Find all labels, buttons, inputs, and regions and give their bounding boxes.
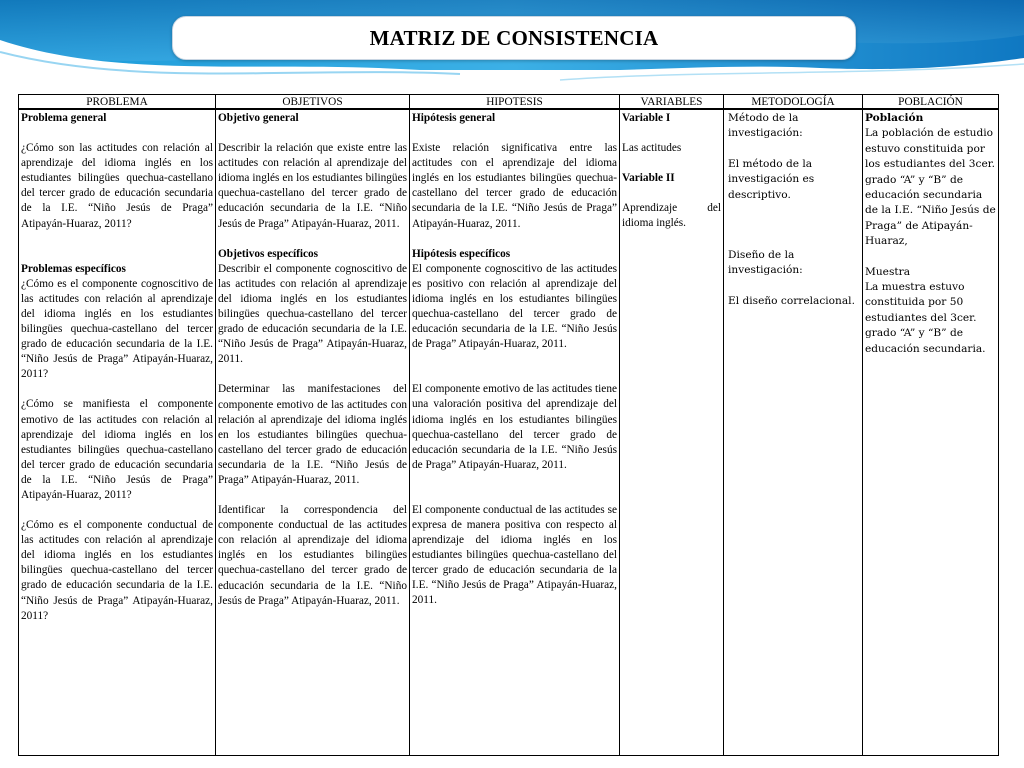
page-title: MATRIZ DE CONSISTENCIA	[369, 25, 659, 50]
objetivo-especifico-1: Describir el componente cognoscitivo de las actitudes con relación al aprendizaje del idioma inglés en los estudiantes bilingües quechua-castellano del tercer grado de educación secundaria de la I.E. “Niño Jesús de Praga” Atipayán-Huaraz, 2011.	[218, 262, 407, 366]
metodo-text: El método de la investigación es descriptivo.	[728, 157, 815, 201]
variable-2-heading: Variable II	[622, 172, 675, 185]
poblacion-heading: Población	[865, 112, 924, 124]
header-row	[19, 95, 999, 110]
hipotesis-cell	[410, 109, 620, 756]
problema-especifico-1: ¿Cómo es el componente cognoscitivo de las actitudes con relación al aprendizaje del idioma inglés en los estudiantes bilingües quechua-castellano del tercer grado de educación secundaria de la I.E. “Niño Jesús de Praga” Atipayán-Huaraz, 2011?	[21, 277, 213, 381]
objetivos-especificos-heading: Objetivos específicos	[218, 247, 319, 260]
header-objetivos: OBJETIVOS	[216, 95, 410, 110]
metodo-label: Método de la investigación:	[728, 112, 803, 140]
hipotesis-especifica-1: El componente cognoscitivo de las actitudes es positivo con relación al aprendizaje del idioma inglés en los estudiantes bilingües quechua-castellano del tercer grado de educación secundaria de la I.E. “Niño Jesús de Praga” Atipayán-Huaraz, 2011.	[412, 262, 617, 351]
variable-1-text: Las actitudes	[622, 142, 682, 155]
problema-especifico-3: ¿Cómo es el componente conductual de las actitudes con relación al aprendizaje del idioma inglés en los estudiantes bilingües quechua-castellano del tercer grado de educación secundaria de la I.E. “Niño Jesús de Praga” Atipayán-Huaraz, 2011?	[21, 519, 213, 622]
poblacion-text: La población de estudio estuvo constituida por los estudiantes del 3cer. grado “A” y “B” de educación secundaria de la I.E. “Niño Jesús de Praga” de Atipayán-Huaraz,	[865, 127, 996, 248]
objetivos-cell	[216, 109, 410, 756]
header-hipotesis: HIPOTESIS	[410, 95, 620, 110]
problema-cell	[19, 109, 216, 756]
problemas-especificos-heading: Problemas específicos	[21, 262, 126, 275]
diseno-text: El diseño correlacional.	[728, 294, 855, 307]
problema-general-heading: Problema general	[21, 112, 107, 124]
objetivo-general-text: Describir la relación que existe entre las actitudes con relación al aprendizaje del idioma inglés en los estudiantes bilingües quechua-castellano del tercer grado de educación secundaria de la I.E. “Niño Jesús de Praga” Atipayán-Huaraz, 2011.	[218, 142, 407, 230]
variable-1-heading: Variable I	[622, 112, 671, 124]
muestra-text: La muestra estuvo constituida por 50 estudiantes del 3cer. grado “A” y “B” de educación secundaria.	[865, 281, 986, 355]
muestra-label: Muestra	[865, 265, 911, 278]
header-poblacion: POBLACIÓN	[863, 95, 999, 110]
objetivo-general-heading: Objetivo general	[218, 112, 299, 124]
consistency-matrix	[18, 94, 999, 756]
objetivo-especifico-3: Identificar la correspondencia del componente conductual de las actitudes con relación al aprendizaje del idioma inglés en los estudiantes bilingües quechua-castellano del tercer grado de educación secundaria de la I.E. “Niño Jesús de Praga” Atipayán-Huaraz, 2011.	[218, 504, 407, 607]
hipotesis-general-text: Existe relación significativa entre las actitudes con el aprendizaje del idioma inglés en los estudiantes bilingües quechua-castellano del tercer grado de educación secundaria de la I.E. “Niño Jesús de Praga” Atipayán-Huaraz, 2011.	[412, 142, 617, 230]
hipotesis-especifica-2: El componente emotivo de las actitudes tiene una valoración positiva del aprendizaje del idioma inglés en los estudiantes bilingües quechua-castellano del tercer grado de educación secundaria de la I.E. “Niño Jesús de Praga” Atipayán-Huaraz, 2011.	[412, 383, 617, 471]
variable-2-text: Aprendizaje del idioma inglés.	[622, 202, 721, 230]
content-row	[19, 109, 999, 756]
hipotesis-general-heading: Hipótesis general	[412, 112, 496, 124]
hipotesis-especificos-heading: Hipótesis específicos	[412, 247, 511, 260]
header-metodologia: METODOLOGÍA	[724, 95, 863, 110]
header-variables: VARIABLES	[620, 95, 724, 110]
title-box	[172, 16, 856, 60]
variables-cell	[620, 109, 724, 756]
hipotesis-especifica-3: El componente conductual de las actitudes se expresa de manera positiva con respecto al aprendizaje del idioma inglés en los estudiantes bilingües quechua-castellano del tercer grado de educación secundaria de la I.E. “Niño Jesús de Praga” Atipayán-Huaraz, 2011.	[412, 503, 617, 607]
problema-general-text: ¿Cómo son las actitudes con relación al aprendizaje del idioma inglés en los estudiantes bilingües quechua-castellano del tercer grado de educación secundaria de la I.E. “Niño Jesús de Praga” Atipayán-Huaraz, 2011?	[21, 142, 213, 230]
diseno-label: Diseño de la investigación:	[728, 249, 803, 277]
problema-especifico-2: ¿Cómo se manifiesta el componente emotivo de las actitudes con relación al aprendizaje del idioma inglés en los estudiantes bilingües quechua-castellano del tercer grado de educación secundaria de la I.E. “Niño Jesús de Praga” Atipayán-Huaraz, 2011?	[21, 398, 213, 501]
metodologia-cell	[724, 109, 863, 756]
objetivo-especifico-2: Determinar las manifestaciones del componente emotivo de las actitudes con relación al aprendizaje del idioma inglés en los estudiantes bilingües quechua-castellano del tercer grado de educación secundaria de la I.E. “Niño Jesús de Praga” Atipayán-Huaraz, 2011.	[218, 383, 407, 486]
header-problema: PROBLEMA	[19, 95, 216, 110]
poblacion-cell	[863, 109, 999, 756]
